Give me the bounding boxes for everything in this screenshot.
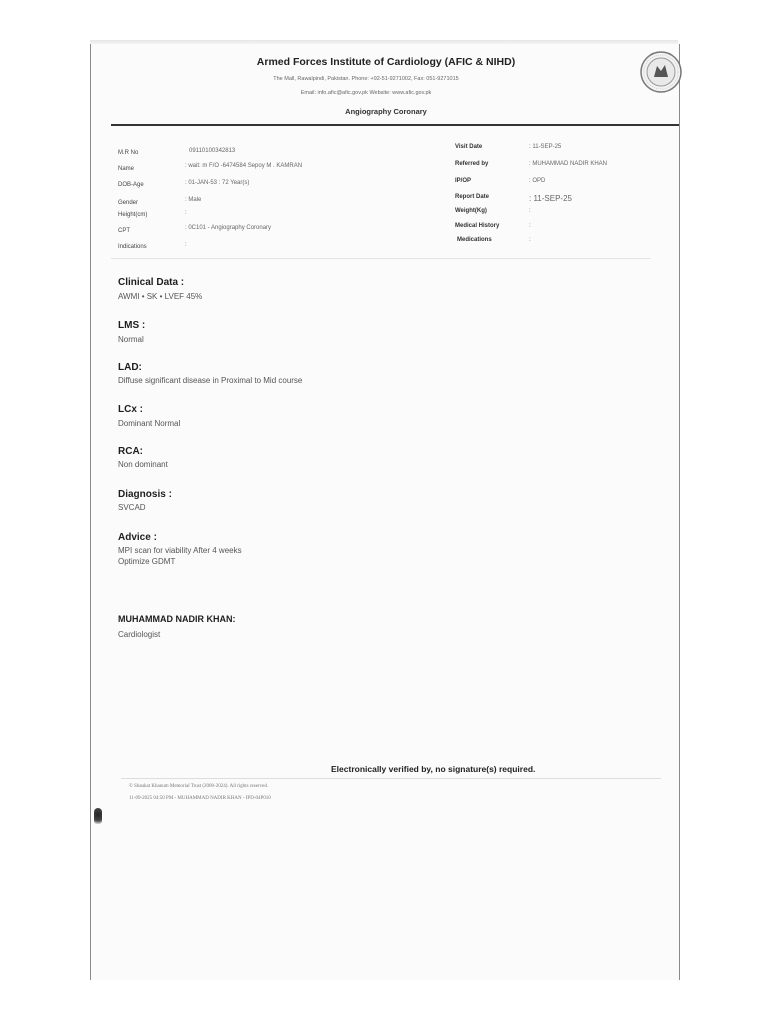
lcx-heading: LCx : — [118, 404, 143, 415]
institute-name: Armed Forces Institute of Cardiology (AFIC & NIHD) — [256, 56, 516, 68]
footer-divider — [121, 778, 661, 779]
info-divider — [111, 258, 651, 259]
address-line: The Mall, Rawalpindi, Pakistan. Phone: +92-51-9271002, Fax: 051-9271015 — [273, 76, 459, 82]
medications-value: : — [529, 237, 531, 243]
medical-history-label: Medical History — [455, 223, 500, 229]
lms-heading: LMS : — [118, 320, 146, 331]
height-label: Height(cm) — [118, 212, 148, 218]
advice-text-line-1: MPI scan for viability After 4 weeks — [118, 546, 242, 555]
punch-hole-mark — [94, 808, 102, 824]
dob-age-value: : 01-JAN-53 : 72 Year(s) — [185, 180, 250, 186]
weight-value: : — [529, 208, 531, 214]
print-info-text: 11-09-2025 04:50 PM - MUHAMMAD NADIR KHAN - IPD-04P010 — [129, 796, 271, 801]
report-page — [90, 44, 680, 980]
contact-line: Email: info.afic@afic.gov.pk Website: www.afic.gov.pk — [300, 90, 432, 96]
advice-heading: Advice : — [118, 532, 157, 543]
mr-no-label: M.R No — [118, 150, 139, 156]
ip-op-label: IP/OP — [455, 178, 472, 184]
lcx-text: Dominant Normal — [118, 419, 181, 428]
medical-history-value: : — [529, 223, 531, 229]
rca-text: Non dominant — [118, 460, 168, 469]
copyright-text: © Shaukat Khanum Memorial Trust (2000-2024). All rights reserved. — [129, 784, 269, 789]
clinical-data-heading: Clinical Data : — [118, 277, 185, 288]
header-divider — [111, 124, 679, 126]
gender-label: Gender — [118, 200, 139, 206]
referred-by-label: Referred by — [455, 161, 489, 167]
name-label: Name — [118, 166, 135, 172]
doctor-name: MUHAMMAD NADIR KHAN: — [118, 614, 236, 624]
height-value: : — [185, 210, 187, 216]
name-value: : wait: m F/O -6474584 Sepoy M . KAMRAN — [185, 163, 303, 169]
institute-seal-icon — [639, 50, 683, 94]
diagnosis-text: SVCAD — [118, 503, 146, 512]
indications-label: Indications — [118, 244, 147, 250]
verification-note: Electronically verified by, no signature(s) required. — [331, 764, 536, 774]
doctor-title: Cardiologist — [118, 630, 161, 639]
referred-by-value: : MUHAMMAD NADIR KHAN — [529, 161, 608, 167]
clinical-data-text: AWMI • SK • LVEF 45% — [118, 292, 203, 301]
visit-date-label: Visit Date — [455, 144, 483, 150]
diagnosis-heading: Diagnosis : — [118, 489, 172, 500]
lad-text: Diffuse significant disease in Proximal to Mid course — [118, 376, 303, 385]
weight-label: Weight(Kg) — [455, 208, 487, 214]
cpt-value: : 0C101 - Angiography Coronary — [185, 225, 272, 231]
advice-text-line-2: Optimize GDMT — [118, 557, 176, 566]
report-date-label: Report Date — [455, 194, 490, 200]
mr-no-value: 09110100342813 — [189, 148, 236, 154]
report-date-value: : 11-SEP-25 — [529, 194, 572, 203]
indications-value: : — [185, 242, 187, 248]
lms-text: Normal — [118, 335, 144, 344]
gender-value: : Male — [185, 197, 202, 203]
medications-label: Medications — [457, 237, 492, 243]
cpt-label: CPT — [118, 228, 130, 234]
lad-heading: LAD: — [118, 362, 142, 373]
rca-heading: RCA: — [118, 446, 143, 457]
dob-age-label: DOB-Age — [118, 182, 144, 188]
visit-date-value: : 11-SEP-25 — [529, 144, 562, 150]
ip-op-value: : OPD — [529, 178, 546, 184]
report-type: Angiography Coronary — [345, 107, 427, 116]
